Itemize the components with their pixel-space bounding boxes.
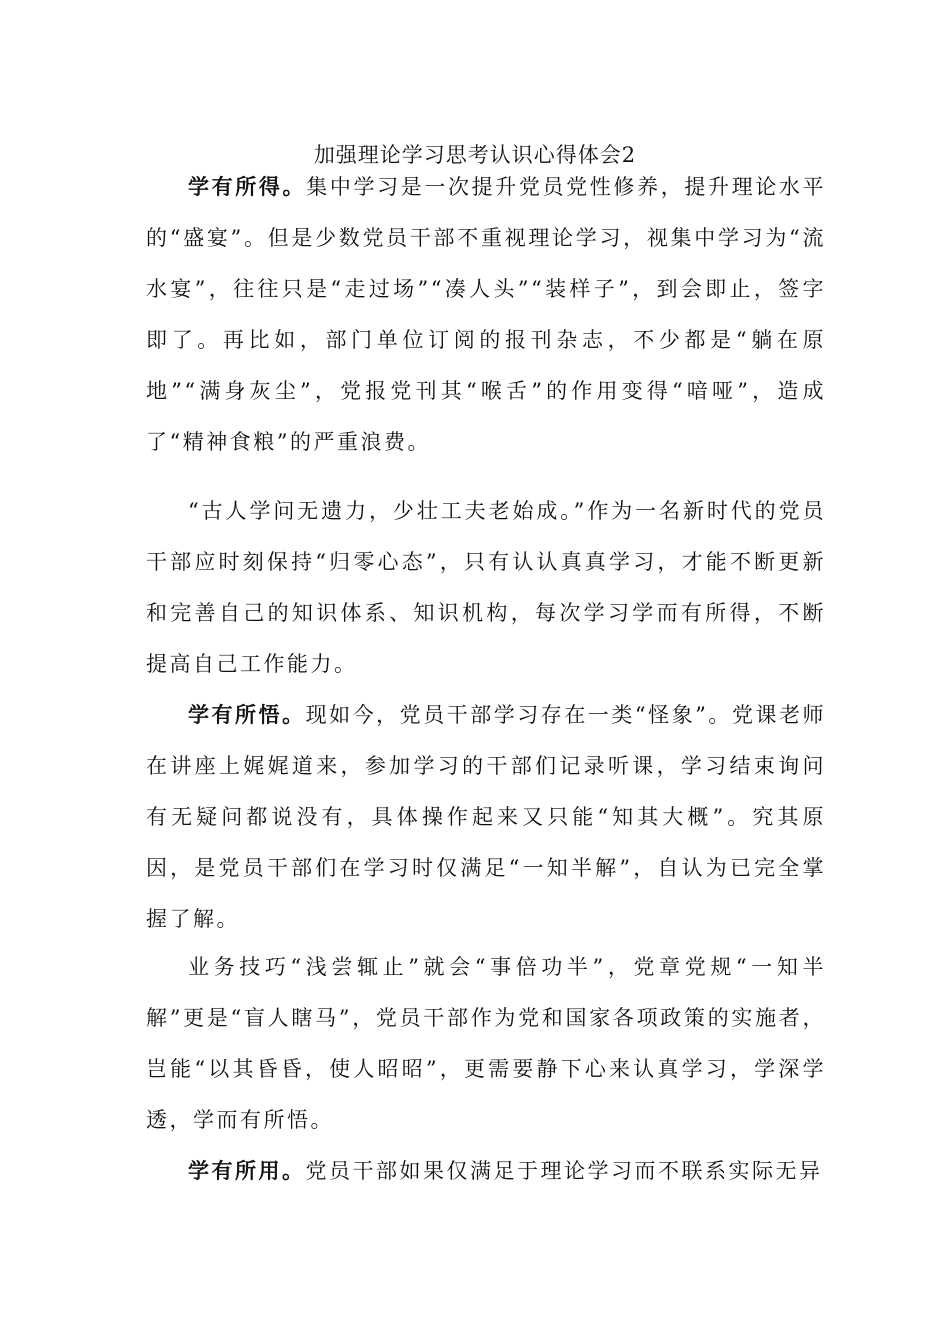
paragraph-ancient-quote (146, 486, 826, 690)
paragraph-lead: 学有所得。 (188, 174, 307, 199)
paragraph-study-gains (146, 161, 826, 468)
document-title: 加强理论学习思考认识心得体会2 (313, 143, 637, 167)
paragraph-text: 业务技巧“浅尝辄止”就会“事倍功半”，党章党规“一知半解”更是“盲人瞎马”，党员干部作为党和国家各项政策的实施者，岂能“以其昏昏，使人昭昭”，更需要静下心来认真学习，学深学透，学而有所悟。 (146, 955, 826, 1132)
paragraph-lead: 学有所用。 (188, 1158, 306, 1183)
paragraph-text: 现如今，党员干部学习存在一类“怪象”。党课老师在讲座上娓娓道来，参加学习的干部们记录听课，学习结束询问有无疑问都说没有，具体操作起来又只能“知其大概”。究其原因，是党员干部们在学习时仅满足“一知半解”，自认为已完全掌握了解。 (146, 703, 826, 931)
paragraph-text: 党员干部如果仅满足于理论学习而不联系实际无异 (305, 1159, 823, 1183)
paragraph-study-use (146, 1145, 826, 1197)
paragraph-text: “古人学问无遗力，少壮工夫老始成。”作为一名新时代的党员干部应时刻保持“归零心态”，只有认认真真学习，才能不断更新和完善自己的知识体系、知识机构，每次学习学而有所得，不断提高自己工作能力。 (146, 499, 826, 676)
paragraph-text: 集中学习是一次提升党员党性修养，提升理论水平的“盛宴”。但是少数党员干部不重视理论学习，视集中学习为“流水宴”，往往只是“走过场”“凑人头”“装样子”，到会即止，签字即了。再比如，部门单位订阅的报刊杂志，不少都是“躺在原地”“满身灰尘”，党报党刊其“喉舌”的作用变得“喑哑”，造成了“精神食粮”的严重浪费。 (146, 175, 827, 454)
paragraph-study-insight (146, 689, 826, 945)
paragraph-business-skills (146, 942, 826, 1146)
paragraph-lead: 学有所悟。 (188, 702, 306, 727)
